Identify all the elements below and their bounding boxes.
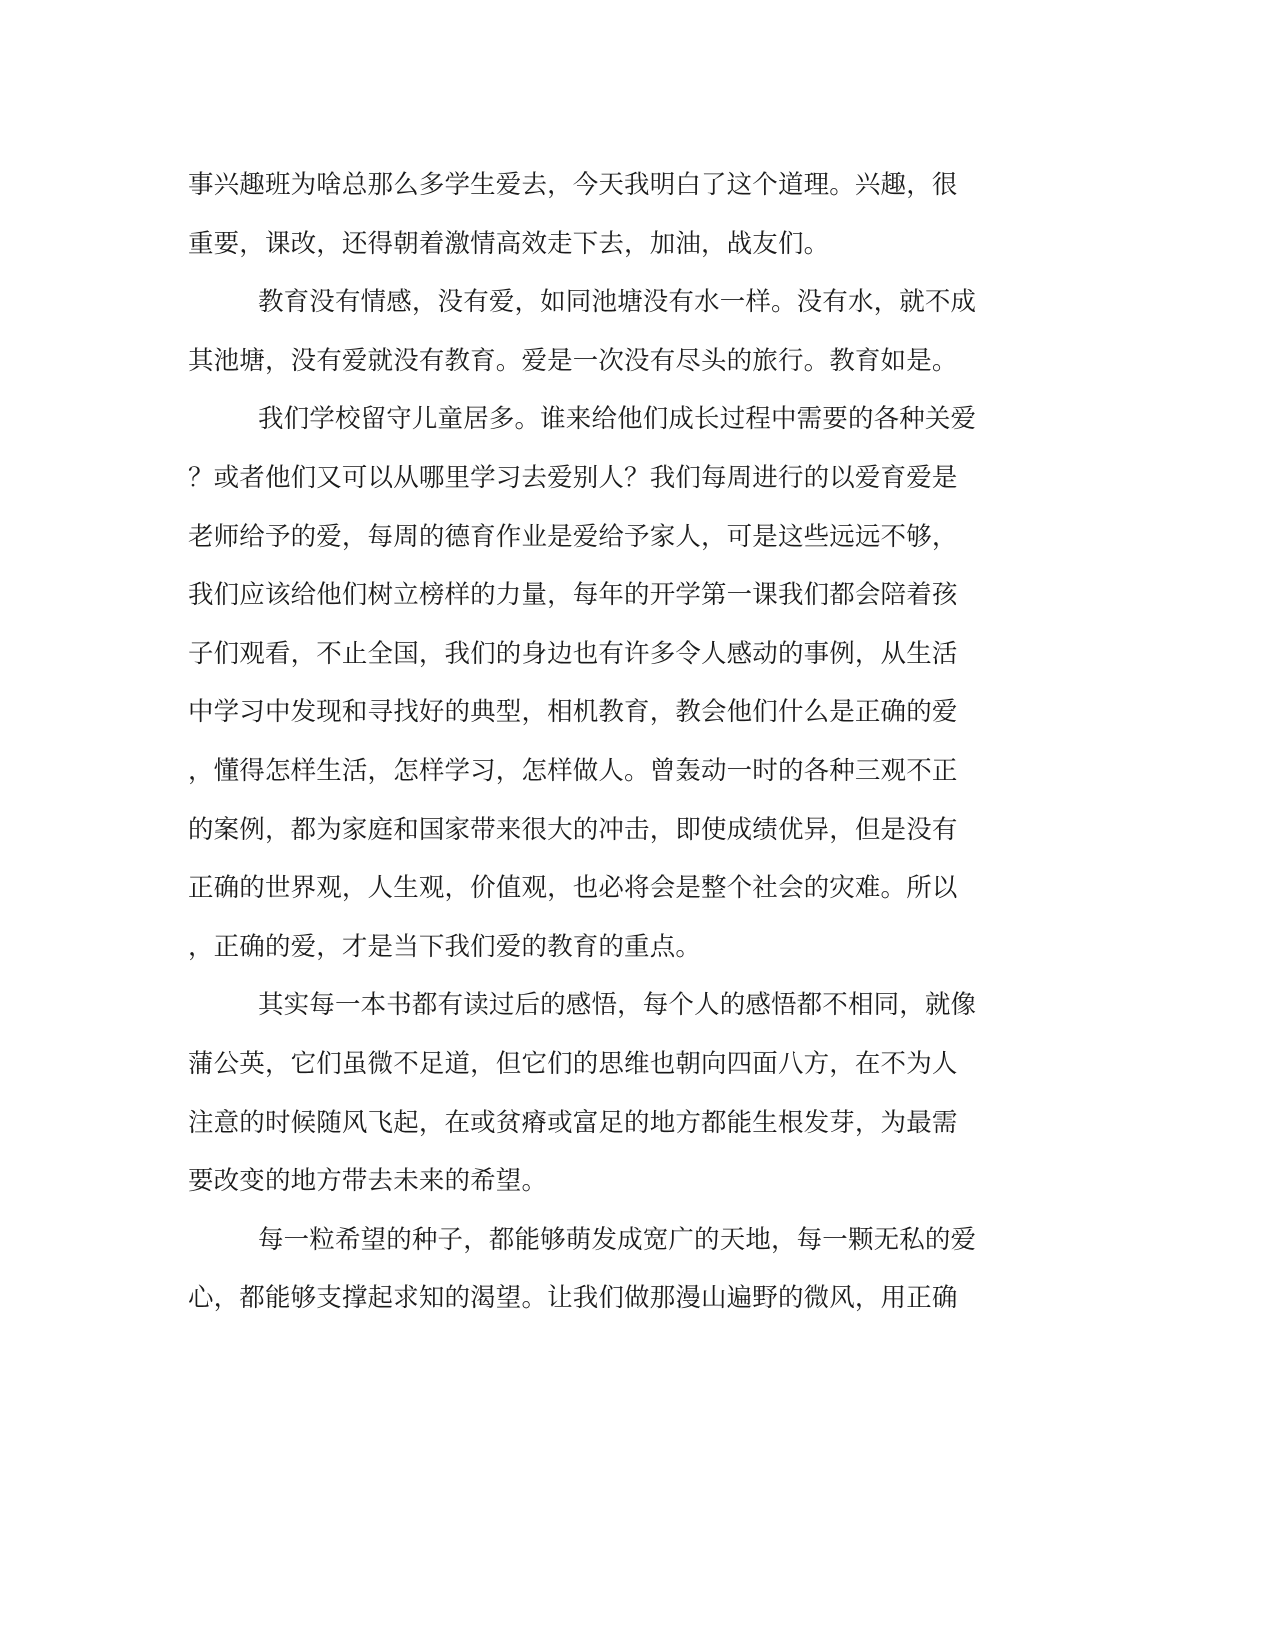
- body-text: [188, 156, 1088, 1328]
- paragraph-5: [188, 1211, 1088, 1328]
- text-line: 其池塘，没有爱就没有教育。爱是一次没有尽头的旅行。教育如是。: [188, 345, 958, 376]
- text-line: 重要，课改，还得朝着激情高效走下去，加油，战友们。: [188, 228, 830, 259]
- text-line: 心，都能够支撑起求知的渴望。让我们做那漫山遍野的微风，用正确: [188, 1283, 958, 1314]
- text-line: 我们学校留守儿童居多。谁来给他们成长过程中需要的各种关爱: [258, 404, 977, 435]
- text-line: ，正确的爱，才是当下我们爱的教育的重点。: [188, 931, 702, 962]
- paragraph-1: [188, 156, 1088, 273]
- paragraph-4: [188, 976, 1088, 1210]
- text-line: 教育没有情感，没有爱，如同池塘没有水一样。没有水，就不成: [258, 287, 977, 318]
- text-line: 子们观看，不止全国，我们的身边也有许多令人感动的事例，从生活: [188, 638, 958, 669]
- text-line: 每一粒希望的种子，都能够萌发成宽广的天地，每一颗无私的爱: [258, 1224, 977, 1255]
- text-line: 其实每一本书都有读过后的感悟，每个人的感悟都不相同，就像: [258, 990, 977, 1021]
- paragraph-3: [188, 390, 1088, 976]
- text-line: 老师给予的爱，每周的德育作业是爱给予家人，可是这些远远不够，: [188, 521, 958, 552]
- text-line: ，懂得怎样生活，怎样学习，怎样做人。曾轰动一时的各种三观不正: [188, 755, 958, 786]
- text-line: 我们应该给他们树立榜样的力量，每年的开学第一课我们都会陪着孩: [188, 580, 958, 611]
- text-line: 要改变的地方带去未来的希望。: [188, 1166, 548, 1197]
- paragraph-2: [188, 273, 1088, 390]
- text-line: 蒲公英，它们虽微不足道，但它们的思维也朝向四面八方，在不为人: [188, 1048, 958, 1079]
- text-line: 的案例，都为家庭和国家带来很大的冲击，即使成绩优异，但是没有: [188, 814, 958, 845]
- text-line: 正确的世界观，人生观，价值观，也必将会是整个社会的灾难。所以: [188, 873, 958, 904]
- text-line: ？或者他们又可以从哪里学习去爱别人？我们每周进行的以爱育爱是: [188, 462, 958, 493]
- text-line: 注意的时候随风飞起，在或贫瘠或富足的地方都能生根发芽，为最需: [188, 1107, 958, 1138]
- text-line: 事兴趣班为啥总那么多学生爱去，今天我明白了这个道理。兴趣，很: [188, 170, 958, 200]
- text-line: 中学习中发现和寻找好的典型，相机教育，教会他们什么是正确的爱: [188, 697, 958, 728]
